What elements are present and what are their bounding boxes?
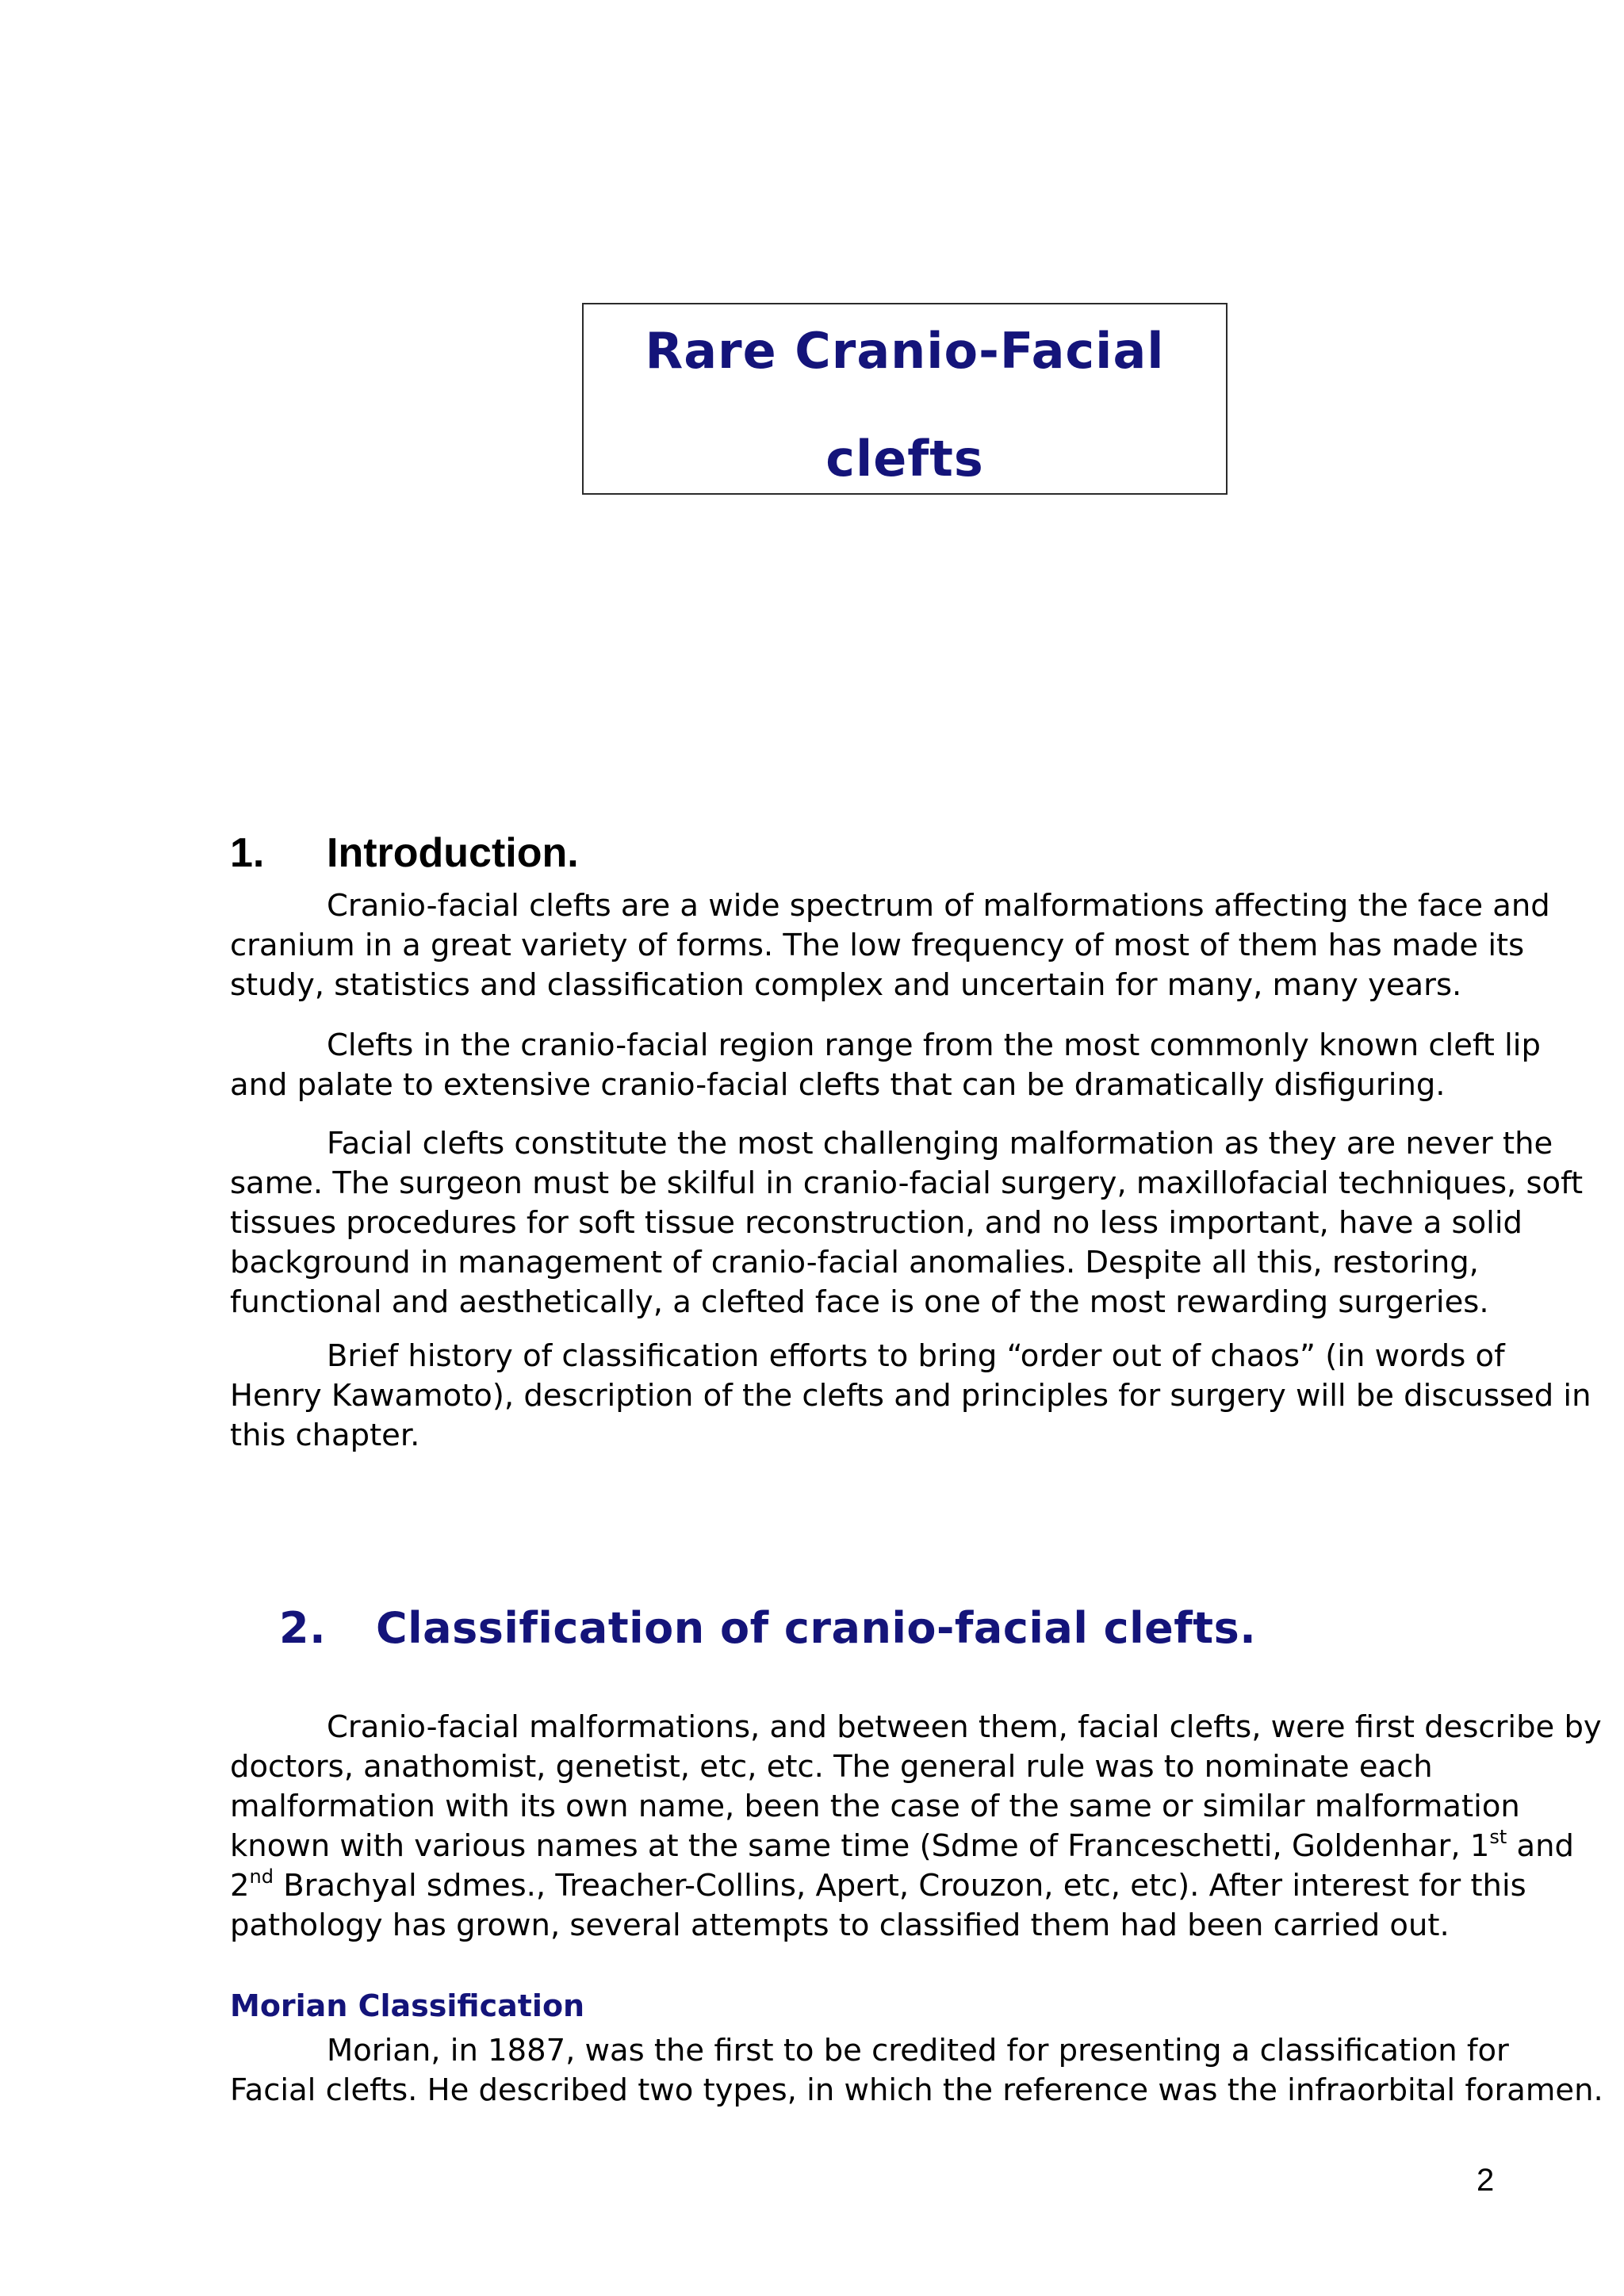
intro-paragraph-4	[230, 1337, 1591, 1456]
text-fragment: and	[1507, 1828, 1574, 1864]
title-line-2: clefts	[825, 430, 984, 488]
text-fragment: known with various names at the same time (Sdme of Franceschetti, Goldenhar, 1	[230, 1828, 1490, 1864]
section-1-heading	[230, 829, 579, 877]
section-1-number: 1.	[230, 830, 265, 876]
intro-paragraph-2	[230, 1026, 1546, 1105]
text-line: Facial clefts. He described two types, in which the reference was the infraorbital foramen.	[230, 2072, 1603, 2108]
title-box	[582, 303, 1228, 495]
text-line: same. The surgeon must be skilful in cranio-facial surgery, maxillofacial techniques, soft	[230, 1165, 1584, 1201]
text-line: Cranio-facial clefts are a wide spectrum of malformations affecting the face and	[327, 888, 1550, 924]
intro-paragraph-3	[230, 1124, 1584, 1322]
title-line-1: Rare Cranio-Facial	[645, 322, 1165, 380]
text-line: cranium in a great variety of forms. The low frequency of most of them has made its	[230, 928, 1525, 963]
text-line: study, statistics and classification complex and uncertain for many, many years.	[230, 967, 1462, 1003]
classification-paragraph	[230, 1708, 1602, 1946]
text-line: doctors, anathomist, genetist, etc, etc. The general rule was to nominate each	[230, 1749, 1433, 1785]
text-line: Henry Kawamoto), description of the clefts and principles for surgery will be discussed in	[230, 1378, 1591, 1414]
text-line: Clefts in the cranio-facial region range from the most commonly known cleft lip	[327, 1027, 1541, 1063]
superscript: nd	[249, 1866, 274, 1888]
section-2-title: Classification of cranio-facial clefts.	[376, 1603, 1257, 1653]
text-line: malformation with its own name, been the case of the same or similar malformation	[230, 1789, 1520, 1824]
section-2-heading	[279, 1603, 1256, 1653]
text-line: tissues procedures for soft tissue reconstruction, and no less important, have a solid	[230, 1205, 1522, 1241]
superscript: st	[1489, 1826, 1507, 1848]
text-line: functional and aesthetically, a clefted face is one of the most rewarding surgeries.	[230, 1284, 1489, 1320]
text-line: pathology has grown, several attempts to classified them had been carried out.	[230, 1908, 1450, 1943]
text-line: and palate to extensive cranio-facial clefts that can be dramatically disfiguring.	[230, 1067, 1446, 1103]
text-line: this chapter.	[230, 1418, 420, 1453]
text-line: Cranio-facial malformations, and between them, facial clefts, were first describe by	[327, 1709, 1602, 1745]
text-line	[230, 1866, 1546, 1906]
morian-paragraph	[230, 2031, 1603, 2110]
text-fragment: 2	[230, 1868, 250, 1904]
morian-classification-heading: Morian Classification	[230, 1988, 585, 2023]
text-line: background in management of cranio-facial anomalies. Despite all this, restoring,	[230, 1245, 1479, 1280]
text-line: Facial clefts constitute the most challenging malformation as they are never the	[327, 1126, 1553, 1161]
page-number: 2	[1477, 2163, 1495, 2198]
section-1-title: Introduction.	[327, 830, 579, 876]
text-line: Morian, in 1887, was the first to be credited for presenting a classification for	[327, 2033, 1509, 2068]
section-2-number: 2.	[279, 1603, 327, 1653]
text-fragment: Brachyal sdmes., Treacher-Collins, Apert, Crouzon, etc, etc). After interest for this	[273, 1868, 1526, 1904]
text-line: Brief history of classification efforts to bring “order out of chaos” (in words of	[327, 1338, 1505, 1374]
intro-paragraph-1	[230, 886, 1550, 1005]
text-line	[230, 1826, 1574, 1866]
